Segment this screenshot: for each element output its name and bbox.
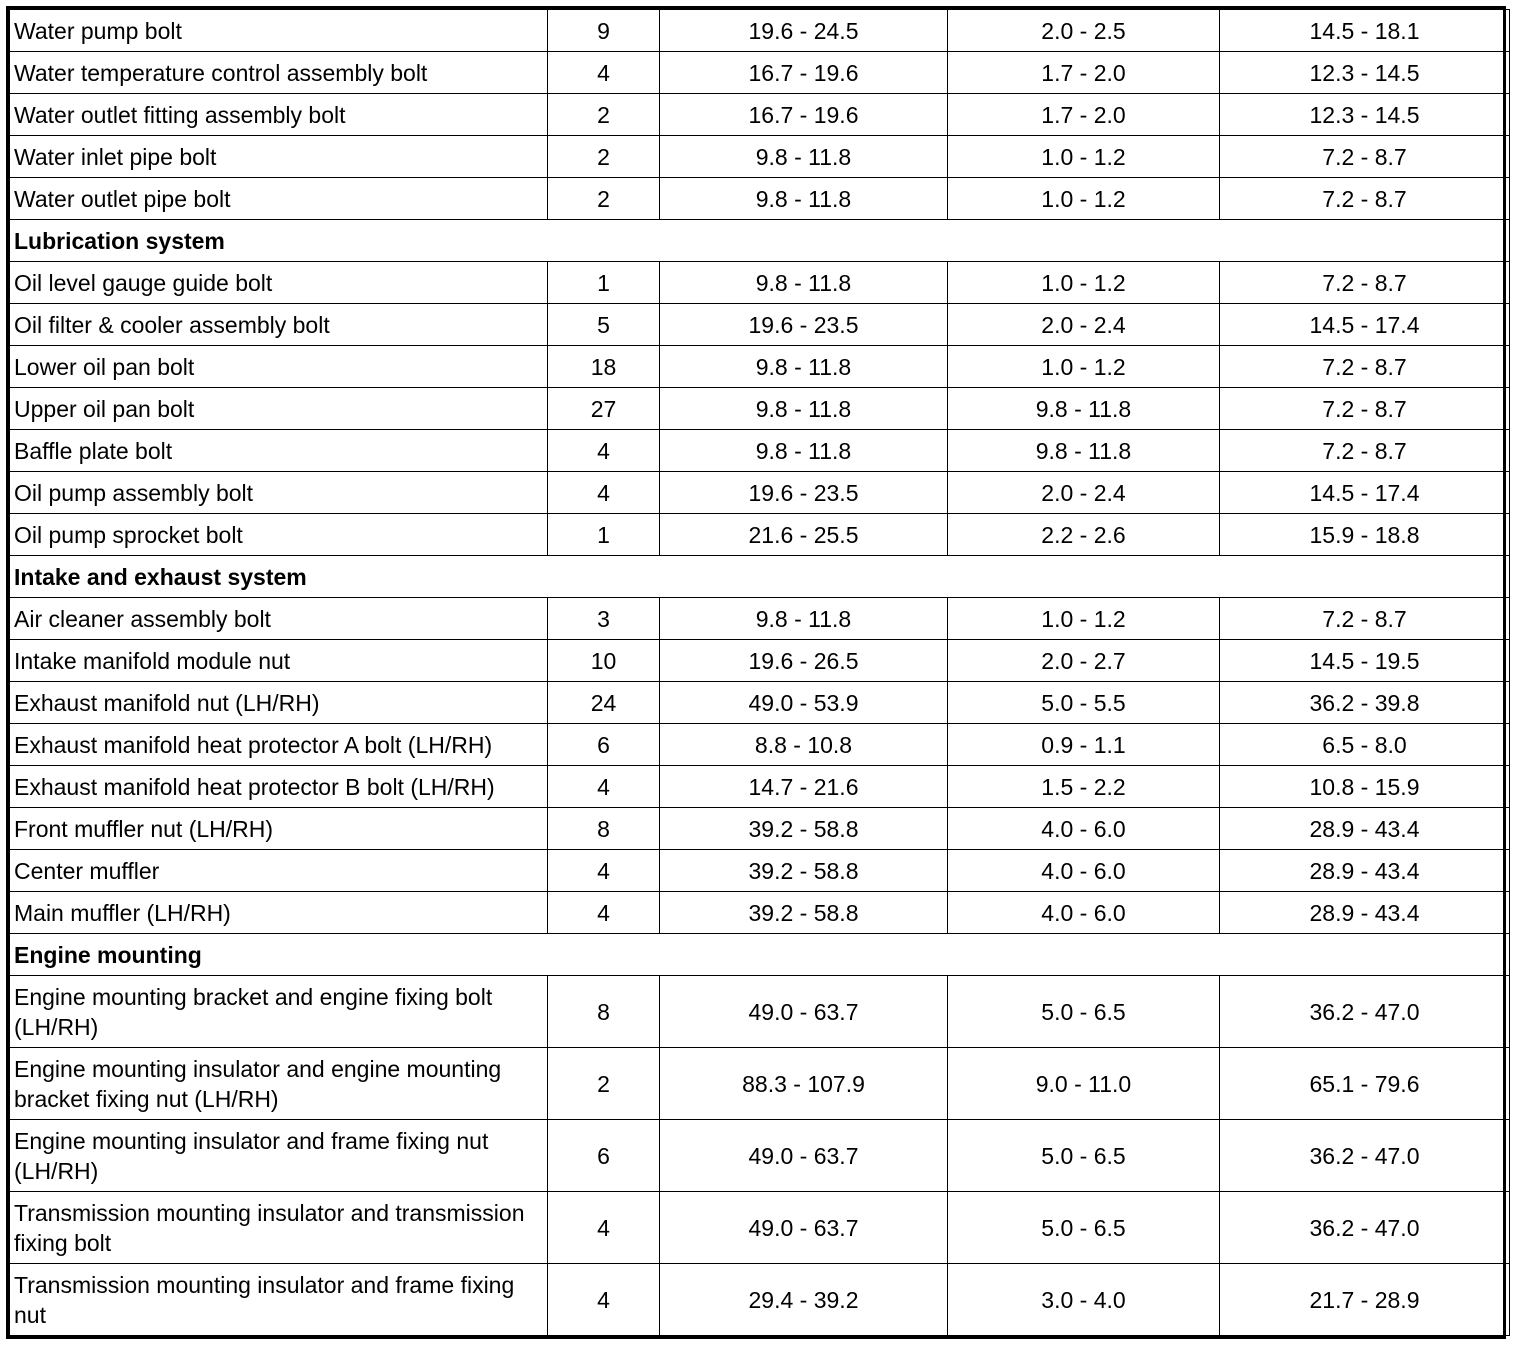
- table-row: [10, 892, 1510, 934]
- torque-nm-cell: 39.2 - 58.8: [660, 808, 948, 850]
- torque-nm-cell: 9.8 - 11.8: [660, 598, 948, 640]
- item-name-cell: Front muffler nut (LH/RH): [10, 808, 548, 850]
- torque-kgfm-cell: 5.0 - 6.5: [948, 1192, 1220, 1264]
- item-name-cell: Exhaust manifold nut (LH/RH): [10, 682, 548, 724]
- torque-nm-cell: 9.8 - 11.8: [660, 346, 948, 388]
- table-row: [10, 766, 1510, 808]
- torque-lbft-cell: 7.2 - 8.7: [1220, 178, 1510, 220]
- item-name-cell: Water inlet pipe bolt: [10, 136, 548, 178]
- section-title: Engine mounting: [10, 934, 1510, 976]
- torque-lbft-cell: 6.5 - 8.0: [1220, 724, 1510, 766]
- section-header-row: [10, 220, 1510, 262]
- torque-nm-cell: 19.6 - 26.5: [660, 640, 948, 682]
- item-name-cell: Water outlet pipe bolt: [10, 178, 548, 220]
- torque-kgfm-cell: 9.8 - 11.8: [948, 388, 1220, 430]
- torque-nm-cell: 14.7 - 21.6: [660, 766, 948, 808]
- torque-kgfm-cell: 9.8 - 11.8: [948, 430, 1220, 472]
- torque-nm-cell: 16.7 - 19.6: [660, 52, 948, 94]
- quantity-cell: 4: [548, 892, 660, 934]
- item-name-cell: Oil pump assembly bolt: [10, 472, 548, 514]
- table-row: [10, 598, 1510, 640]
- section-title: Lubrication system: [10, 220, 1510, 262]
- torque-kgfm-cell: 1.5 - 2.2: [948, 766, 1220, 808]
- torque-kgfm-cell: 4.0 - 6.0: [948, 892, 1220, 934]
- torque-kgfm-cell: 3.0 - 4.0: [948, 1264, 1220, 1336]
- torque-nm-cell: 8.8 - 10.8: [660, 724, 948, 766]
- quantity-cell: 4: [548, 1192, 660, 1264]
- item-name-cell: Engine mounting bracket and engine fixing bolt (LH/RH): [10, 976, 548, 1048]
- torque-nm-cell: 9.8 - 11.8: [660, 136, 948, 178]
- torque-lbft-cell: 21.7 - 28.9: [1220, 1264, 1510, 1336]
- quantity-cell: 18: [548, 346, 660, 388]
- torque-nm-cell: 9.8 - 11.8: [660, 178, 948, 220]
- table-row: [10, 136, 1510, 178]
- section-header-row: [10, 934, 1510, 976]
- torque-kgfm-cell: 1.0 - 1.2: [948, 346, 1220, 388]
- section-header-row: [10, 556, 1510, 598]
- item-name-cell: Oil level gauge guide bolt: [10, 262, 548, 304]
- item-name-cell: Transmission mounting insulator and transmission fixing bolt: [10, 1192, 548, 1264]
- item-name-cell: Upper oil pan bolt: [10, 388, 548, 430]
- torque-lbft-cell: 7.2 - 8.7: [1220, 346, 1510, 388]
- table-row: [10, 514, 1510, 556]
- torque-lbft-cell: 14.5 - 19.5: [1220, 640, 1510, 682]
- quantity-cell: 10: [548, 640, 660, 682]
- torque-nm-cell: 9.8 - 11.8: [660, 262, 948, 304]
- torque-kgfm-cell: 4.0 - 6.0: [948, 850, 1220, 892]
- torque-nm-cell: 39.2 - 58.8: [660, 892, 948, 934]
- quantity-cell: 4: [548, 472, 660, 514]
- table-row: [10, 472, 1510, 514]
- torque-kgfm-cell: 2.0 - 2.7: [948, 640, 1220, 682]
- torque-kgfm-cell: 2.2 - 2.6: [948, 514, 1220, 556]
- table-row: [10, 808, 1510, 850]
- torque-kgfm-cell: 5.0 - 6.5: [948, 1120, 1220, 1192]
- torque-lbft-cell: 12.3 - 14.5: [1220, 94, 1510, 136]
- quantity-cell: 4: [548, 430, 660, 472]
- torque-nm-cell: 39.2 - 58.8: [660, 850, 948, 892]
- item-name-cell: Exhaust manifold heat protector A bolt (LH/RH): [10, 724, 548, 766]
- torque-nm-cell: 49.0 - 63.7: [660, 976, 948, 1048]
- torque-nm-cell: 16.7 - 19.6: [660, 94, 948, 136]
- torque-lbft-cell: 28.9 - 43.4: [1220, 850, 1510, 892]
- quantity-cell: 4: [548, 766, 660, 808]
- item-name-cell: Water outlet fitting assembly bolt: [10, 94, 548, 136]
- table-row: [10, 1048, 1510, 1120]
- torque-spec-table-frame: [6, 6, 1506, 1339]
- quantity-cell: 3: [548, 598, 660, 640]
- torque-kgfm-cell: 0.9 - 1.1: [948, 724, 1220, 766]
- table-row: [10, 346, 1510, 388]
- table-row: [10, 262, 1510, 304]
- table-row: [10, 640, 1510, 682]
- item-name-cell: Engine mounting insulator and engine mounting bracket fixing nut (LH/RH): [10, 1048, 548, 1120]
- quantity-cell: 9: [548, 10, 660, 52]
- torque-spec-table-body: [10, 10, 1510, 1336]
- torque-lbft-cell: 36.2 - 39.8: [1220, 682, 1510, 724]
- table-row: [10, 724, 1510, 766]
- quantity-cell: 4: [548, 850, 660, 892]
- table-row: [10, 430, 1510, 472]
- item-name-cell: Air cleaner assembly bolt: [10, 598, 548, 640]
- quantity-cell: 6: [548, 1120, 660, 1192]
- torque-kgfm-cell: 2.0 - 2.4: [948, 304, 1220, 346]
- torque-lbft-cell: 36.2 - 47.0: [1220, 1120, 1510, 1192]
- torque-nm-cell: 9.8 - 11.8: [660, 430, 948, 472]
- torque-nm-cell: 29.4 - 39.2: [660, 1264, 948, 1336]
- item-name-cell: Baffle plate bolt: [10, 430, 548, 472]
- table-row: [10, 94, 1510, 136]
- torque-lbft-cell: 7.2 - 8.7: [1220, 136, 1510, 178]
- quantity-cell: 5: [548, 304, 660, 346]
- item-name-cell: Intake manifold module nut: [10, 640, 548, 682]
- torque-lbft-cell: 7.2 - 8.7: [1220, 262, 1510, 304]
- table-row: [10, 850, 1510, 892]
- torque-nm-cell: 49.0 - 53.9: [660, 682, 948, 724]
- torque-lbft-cell: 28.9 - 43.4: [1220, 808, 1510, 850]
- torque-lbft-cell: 65.1 - 79.6: [1220, 1048, 1510, 1120]
- torque-lbft-cell: 10.8 - 15.9: [1220, 766, 1510, 808]
- torque-lbft-cell: 7.2 - 8.7: [1220, 388, 1510, 430]
- torque-kgfm-cell: 1.0 - 1.2: [948, 262, 1220, 304]
- quantity-cell: 2: [548, 1048, 660, 1120]
- item-name-cell: Water pump bolt: [10, 10, 548, 52]
- torque-nm-cell: 19.6 - 24.5: [660, 10, 948, 52]
- torque-nm-cell: 49.0 - 63.7: [660, 1192, 948, 1264]
- torque-nm-cell: 19.6 - 23.5: [660, 472, 948, 514]
- torque-kgfm-cell: 5.0 - 6.5: [948, 976, 1220, 1048]
- table-row: [10, 1192, 1510, 1264]
- torque-kgfm-cell: 2.0 - 2.5: [948, 10, 1220, 52]
- quantity-cell: 4: [548, 52, 660, 94]
- torque-kgfm-cell: 4.0 - 6.0: [948, 808, 1220, 850]
- quantity-cell: 24: [548, 682, 660, 724]
- torque-spec-table: [9, 9, 1510, 1336]
- quantity-cell: 6: [548, 724, 660, 766]
- torque-lbft-cell: 36.2 - 47.0: [1220, 976, 1510, 1048]
- torque-lbft-cell: 14.5 - 17.4: [1220, 472, 1510, 514]
- torque-lbft-cell: 7.2 - 8.7: [1220, 598, 1510, 640]
- table-row: [10, 10, 1510, 52]
- torque-nm-cell: 49.0 - 63.7: [660, 1120, 948, 1192]
- table-row: [10, 682, 1510, 724]
- torque-kgfm-cell: 1.0 - 1.2: [948, 136, 1220, 178]
- quantity-cell: 2: [548, 94, 660, 136]
- quantity-cell: 2: [548, 178, 660, 220]
- torque-kgfm-cell: 5.0 - 5.5: [948, 682, 1220, 724]
- item-name-cell: Oil pump sprocket bolt: [10, 514, 548, 556]
- quantity-cell: 27: [548, 388, 660, 430]
- torque-lbft-cell: 14.5 - 17.4: [1220, 304, 1510, 346]
- torque-kgfm-cell: 2.0 - 2.4: [948, 472, 1220, 514]
- item-name-cell: Transmission mounting insulator and frame fixing nut: [10, 1264, 548, 1336]
- item-name-cell: Lower oil pan bolt: [10, 346, 548, 388]
- section-title: Intake and exhaust system: [10, 556, 1510, 598]
- item-name-cell: Engine mounting insulator and frame fixing nut (LH/RH): [10, 1120, 548, 1192]
- torque-kgfm-cell: 1.0 - 1.2: [948, 598, 1220, 640]
- torque-kgfm-cell: 1.0 - 1.2: [948, 178, 1220, 220]
- item-name-cell: Main muffler (LH/RH): [10, 892, 548, 934]
- item-name-cell: Center muffler: [10, 850, 548, 892]
- table-row: [10, 1264, 1510, 1336]
- item-name-cell: Exhaust manifold heat protector B bolt (LH/RH): [10, 766, 548, 808]
- torque-kgfm-cell: 9.0 - 11.0: [948, 1048, 1220, 1120]
- torque-lbft-cell: 12.3 - 14.5: [1220, 52, 1510, 94]
- table-row: [10, 1120, 1510, 1192]
- torque-lbft-cell: 14.5 - 18.1: [1220, 10, 1510, 52]
- quantity-cell: 4: [548, 1264, 660, 1336]
- torque-lbft-cell: 15.9 - 18.8: [1220, 514, 1510, 556]
- table-row: [10, 304, 1510, 346]
- table-row: [10, 976, 1510, 1048]
- torque-lbft-cell: 36.2 - 47.0: [1220, 1192, 1510, 1264]
- torque-lbft-cell: 28.9 - 43.4: [1220, 892, 1510, 934]
- torque-nm-cell: 88.3 - 107.9: [660, 1048, 948, 1120]
- torque-nm-cell: 19.6 - 23.5: [660, 304, 948, 346]
- quantity-cell: 8: [548, 976, 660, 1048]
- table-row: [10, 388, 1510, 430]
- quantity-cell: 8: [548, 808, 660, 850]
- torque-lbft-cell: 7.2 - 8.7: [1220, 430, 1510, 472]
- torque-nm-cell: 21.6 - 25.5: [660, 514, 948, 556]
- torque-nm-cell: 9.8 - 11.8: [660, 388, 948, 430]
- torque-kgfm-cell: 1.7 - 2.0: [948, 52, 1220, 94]
- table-row: [10, 52, 1510, 94]
- item-name-cell: Water temperature control assembly bolt: [10, 52, 548, 94]
- quantity-cell: 1: [548, 262, 660, 304]
- table-row: [10, 178, 1510, 220]
- quantity-cell: 1: [548, 514, 660, 556]
- quantity-cell: 2: [548, 136, 660, 178]
- item-name-cell: Oil filter & cooler assembly bolt: [10, 304, 548, 346]
- torque-kgfm-cell: 1.7 - 2.0: [948, 94, 1220, 136]
